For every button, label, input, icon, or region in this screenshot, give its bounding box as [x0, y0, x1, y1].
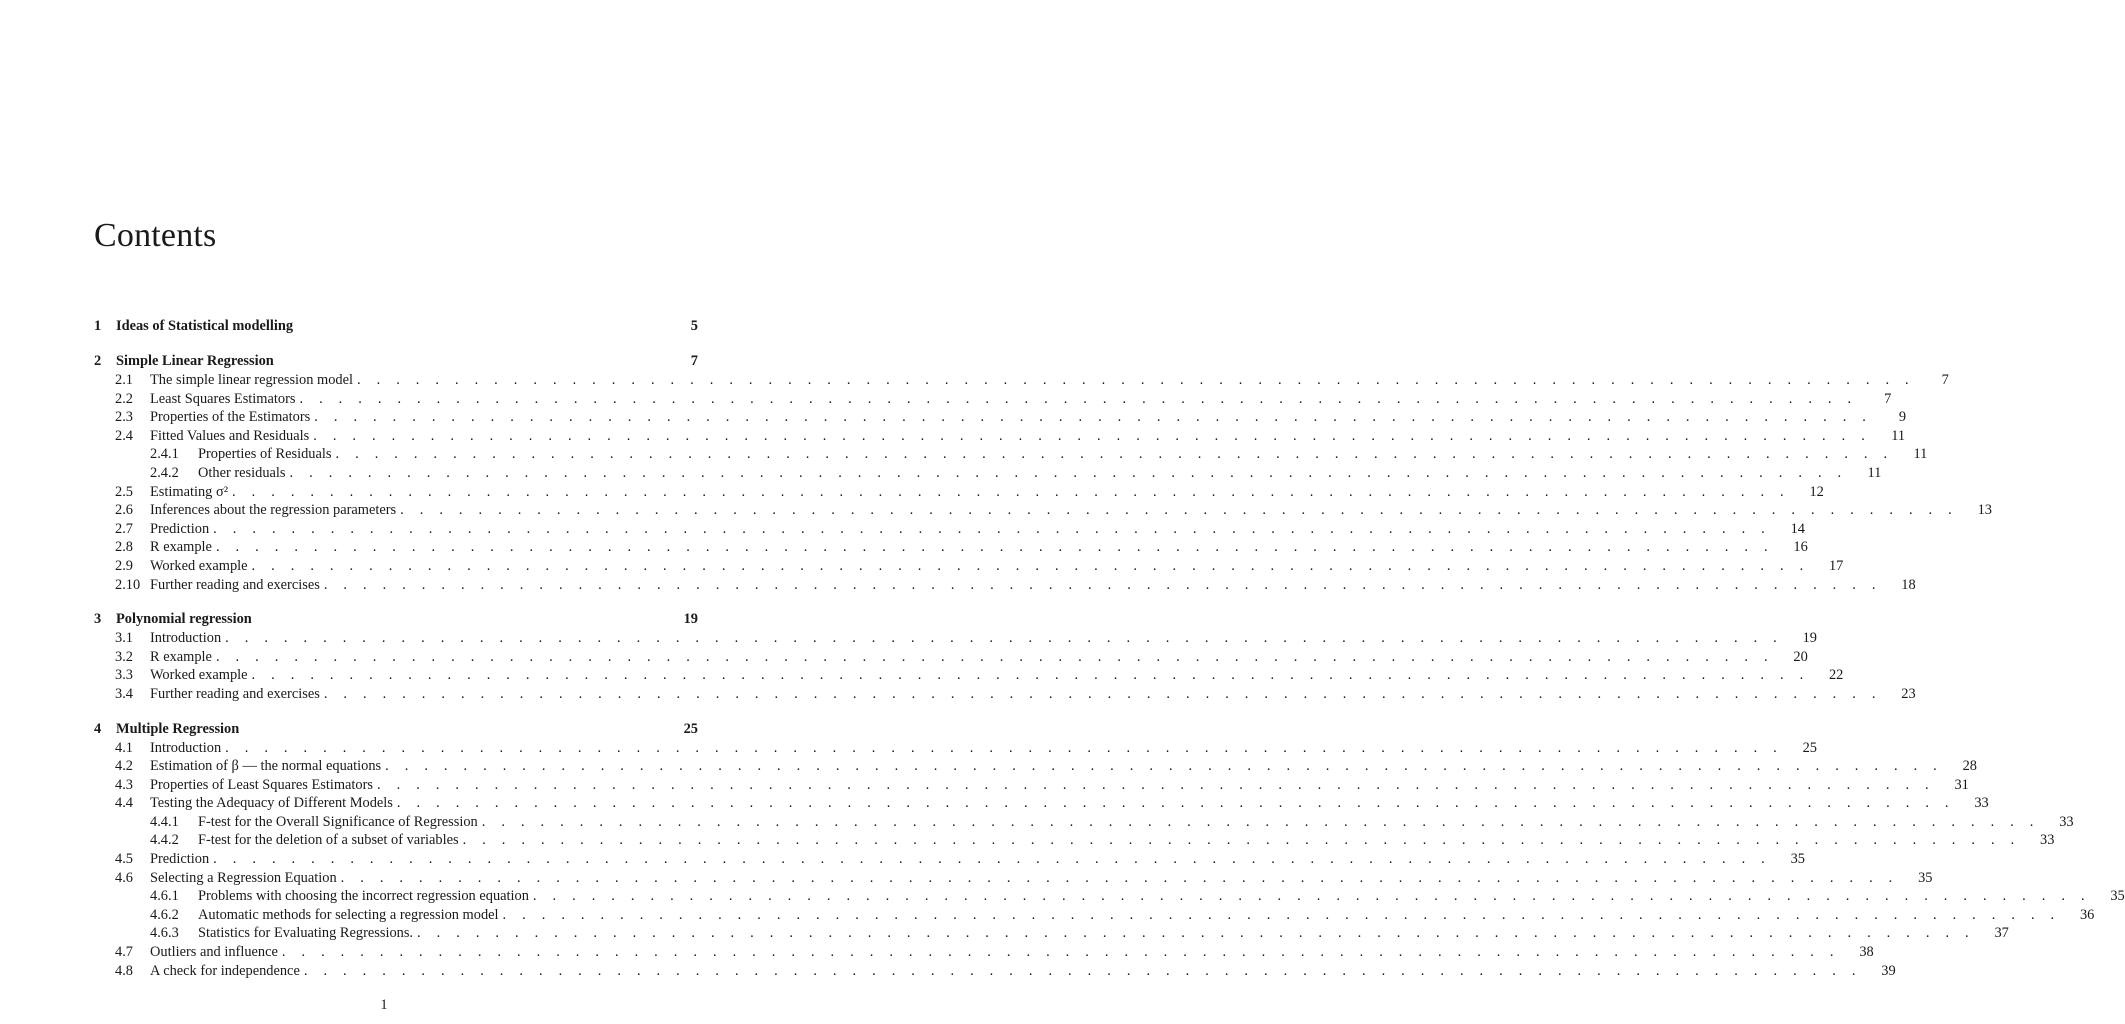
- toc-section-entry[interactable]: [94, 962, 1896, 981]
- section-number: 4.5: [115, 851, 133, 868]
- dot-leader: . . . . . . . . . . . . . . . . . . . . . . . . . . . . . . . . . . . . . . . . . . . . . . . . . . . . . . . . . . . . . . . . . . . . . . . . . . . . . . . .: [396, 795, 1955, 812]
- section-page-number: 13: [1977, 502, 1992, 519]
- section-number: 4.2: [115, 758, 133, 775]
- toc-chapter: [94, 316, 698, 336]
- section-number: 2.4.1: [150, 446, 179, 463]
- chapter-page-number: 25: [683, 720, 698, 737]
- section-page-number: 11: [1867, 464, 1882, 481]
- toc-section-entry[interactable]: [94, 520, 1805, 539]
- dot-leader: . . . . . . . . . . . . . . . . . . . . . . . . . . . . . . . . . . . . . . . . . . . . . . . . . . . . . . . . . . . . . . . . . . . . . . . . . . . . . . . .: [303, 962, 1862, 979]
- chapter-page-number: 5: [690, 318, 698, 334]
- table-of-contents: [94, 316, 2125, 980]
- section-title: Testing the Adequacy of Different Models: [150, 795, 393, 812]
- dot-leader: . . . . . . . . . . . . . . . . . . . . . . . . . . . . . . . . . . . . . . . . . . . . . . . . . . . . . . . . . . . . . . . . . . . . . . . . . . . . . . . .: [462, 832, 2021, 849]
- section-page-number: 14: [1790, 520, 1805, 537]
- toc-section-entry[interactable]: [94, 757, 1977, 776]
- section-title: R example: [150, 539, 212, 556]
- dot-leader: . . . . . . . . . . . . . . . . . . . . . . . . . . . . . . . . . . . . . . . . . . . . . . . . . . . . . . . . . . . . . . . . . . . . . . . . . . . . . . . .: [385, 758, 1943, 775]
- toc-section-entry[interactable]: [94, 371, 1949, 390]
- section-page-number: 33: [1974, 795, 1989, 812]
- section-page-number: 11: [1913, 446, 1928, 463]
- section-number: 4.4.1: [150, 813, 179, 830]
- section-page-number: 31: [1954, 776, 1969, 793]
- page-number: 1: [380, 997, 388, 1013]
- section-number: 2.6: [115, 502, 133, 519]
- section-number: 4.4: [115, 795, 133, 812]
- chapter-page-number: 19: [683, 611, 698, 628]
- section-number: 2.7: [115, 520, 133, 537]
- dot-leader: . . . . . . . . . . . . . . . . . . . . . . . . . . . . . . . . . . . . . . . . . . . . . . . . . . . . . . . . . . . . . . . . . . . . . . . . . . . . . . . .: [213, 520, 1771, 537]
- section-title: Least Squares Estimators: [150, 390, 296, 407]
- section-number: 2.4: [115, 427, 133, 444]
- section-number: 4.1: [115, 739, 133, 756]
- section-number: 3.3: [115, 667, 133, 684]
- section-page-number: 20: [1793, 648, 1808, 665]
- toc-chapter-entry[interactable]: [94, 719, 698, 739]
- toc-section-entry[interactable]: [94, 776, 1969, 795]
- section-page-number: 36: [2079, 906, 2095, 923]
- chapter-number: 2: [94, 353, 102, 369]
- page-title: Contents: [94, 217, 217, 254]
- dot-leader: . . . . . . . . . . . . . . . . . . . . . . . . . . . . . . . . . . . . . . . . . . . . . . . . . . . . . . . . . . . . . . . . . . . . . . . . . . . . . . . .: [232, 483, 1790, 500]
- toc-section-entry[interactable]: [94, 666, 1844, 685]
- section-number: 3.2: [115, 648, 133, 665]
- section-page-number: 28: [1962, 758, 1977, 775]
- section-title: Worked example: [150, 557, 248, 574]
- section-page-number: 23: [1901, 685, 1916, 702]
- dot-leader: . . . . . . . . . . . . . . . . . . . . . . . . . . . . . . . . . . . . . . . . . . . . . . . . . . . . . . . . . . . . . . . . . . . . . . . . . . . . . . . .: [289, 464, 1848, 481]
- dot-leader: . . . . . . . . . . . . . . . . . . . . . . . . . . . . . . . . . . . . . . . . . . . . . . . . . . . . . . . . . . . . . . . . . . . . . . . . . . . . . . . .: [532, 888, 2091, 905]
- dot-leader: . . . . . . . . . . . . . . . . . . . . . . . . . . . . . . . . . . . . . . . . . . . . . . . . . . . . . . . . . . . . . . . . . . . . . . . . . . . . . . . .: [251, 667, 1810, 684]
- section-page-number: 19: [1802, 630, 1817, 647]
- section-page-number: 33: [2059, 813, 2074, 830]
- section-page-number: 38: [1859, 944, 1874, 961]
- chapter-title: Multiple Regression: [116, 720, 240, 737]
- dot-leader: . . . . . . . . . . . . . . . . . . . . . . . . . . . . . . . . . . . . . . . . . . . . . . . . . . . . . . . . . . . . . . . . . . . . . . . . . . . . . . . .: [281, 944, 1840, 961]
- dot-leader: . . . . . . . . . . . . . . . . . . . . . . . . . . . . . . . . . . . . . . . . . . . . . . . . . . . . . . . . . . . . . . . . . . . . . . . . . . . . . . . .: [417, 925, 1975, 942]
- toc-section-entry[interactable]: [94, 685, 1916, 704]
- section-title: Fitted Values and Residuals: [150, 427, 310, 444]
- toc-section-entry[interactable]: [94, 943, 1874, 962]
- section-page-number: 16: [1793, 539, 1808, 556]
- section-number: 2.8: [115, 539, 133, 556]
- section-title: A check for independence: [150, 962, 300, 979]
- chapter-page-number: 7: [690, 353, 698, 369]
- dot-leader: . . . . . . . . . . . . . . . . . . . . . . . . . . . . . . . . . . . . . . . . . . . . . . . . . . . . . . . . . . . . . . . . . . . . . . . . . . . . . . . .: [323, 685, 1882, 702]
- dot-leader: . . . . . . . . . . . . . . . . . . . . . . . . . . . . . . . . . . . . . . . . . . . . . . . . . . . . . . . . . . . . . . . . . . . . . . . . . . . . . . . .: [313, 427, 1872, 444]
- chapter-number: 1: [94, 318, 102, 334]
- section-title: Other residuals: [198, 464, 286, 481]
- toc-section-entry[interactable]: [94, 869, 1933, 888]
- toc-chapter-entry[interactable]: [94, 609, 698, 629]
- toc-section-entry[interactable]: [94, 557, 1844, 576]
- section-number: 2.1: [115, 372, 133, 388]
- section-title: Worked example: [150, 667, 248, 684]
- toc-section-entry[interactable]: [94, 501, 1992, 520]
- toc-section-entry[interactable]: [94, 408, 1907, 427]
- dot-leader: . . . . . . . . . . . . . . . . . . . . . . . . . . . . . . . . . . . . . . . . . . . . . . . . . . . . . . . . . . . . . . . . . . . . . . . . . . . . . . . .: [502, 906, 2061, 923]
- dot-leader: . . . . . . . . . . . . . . . . . . . . . . . . . . . . . . . . . . . . . . . . . . . . . . . . . . . . . . . . . . . . . . . . . . . . . . . . . . . . . . . .: [323, 576, 1882, 593]
- section-title: R example: [150, 648, 212, 665]
- section-title: Prediction: [150, 851, 210, 868]
- section-number: 2.9: [115, 557, 133, 574]
- section-title: Inferences about the regression parameters: [150, 502, 397, 519]
- section-number: 2.2: [115, 390, 133, 407]
- section-number: 2.4.2: [150, 464, 179, 481]
- toc-subsection-entry[interactable]: [94, 887, 2125, 906]
- section-title: F-test for the Overall Significance of Regression: [198, 813, 478, 830]
- chapter-number: 3: [94, 611, 102, 628]
- toc-section-entry[interactable]: [94, 427, 1906, 446]
- dot-leader: . . . . . . . . . . . . . . . . . . . . . . . . . . . . . . . . . . . . . . . . . . . . . . . . . . . . . . . . . . . . . . . . . . . . . . . . . . . . . . . .: [215, 648, 1774, 665]
- section-number: 3.4: [115, 685, 133, 702]
- toc-subsection-entry[interactable]: [94, 445, 1928, 464]
- section-title: Properties of Residuals: [198, 446, 332, 463]
- section-number: 4.3: [115, 776, 133, 793]
- section-number: 4.6: [115, 869, 133, 886]
- section-title: Further reading and exercises: [150, 576, 320, 593]
- section-title: Properties of Least Squares Estimators: [150, 776, 374, 793]
- toc-section-entry[interactable]: [94, 629, 1817, 648]
- section-title: Introduction: [150, 739, 222, 756]
- section-title: Estimating σ²: [150, 483, 229, 500]
- dot-leader: . . . . . . . . . . . . . . . . . . . . . . . . . . . . . . . . . . . . . . . . . . . . . . . . . . . . . . . . . . . . . . . . . . . . . . . . . . . . . . . .: [215, 539, 1774, 556]
- section-number: 3.1: [115, 630, 133, 647]
- toc-section-entry[interactable]: [94, 538, 1808, 557]
- dot-leader: . . . . . . . . . . . . . . . . . . . . . . . . . . . . . . . . . . . . . . . . . . . . . . . . . . . . . . . . . . . . . . . . . . . . . . . . . . . . . . . .: [400, 502, 1958, 519]
- dot-leader: . . . . . . . . . . . . . . . . . . . . . . . . . . . . . . . . . . . . . . . . . . . . . . . . . . . . . . . . . . . . . . . . . . . . . . . . . . . . . . . .: [225, 630, 1783, 647]
- toc-section-entry[interactable]: [94, 648, 1808, 667]
- toc-subsection-entry[interactable]: [94, 924, 2009, 943]
- dot-leader: . . . . . . . . . . . . . . . . . . . . . . . . . . . . . . . . . . . . . . . . . . . . . . . . . . . . . . . . . . . . . . . . . . . . . . . . . . . . . . . .: [340, 869, 1899, 886]
- section-title: Problems with choosing the incorrect regression equation: [198, 888, 529, 905]
- section-page-number: 35: [2110, 888, 2125, 905]
- section-number: 4.6.1: [150, 888, 179, 905]
- section-page-number: 39: [1881, 962, 1896, 979]
- dot-leader: . . . . . . . . . . . . . . . . . . . . . . . . . . . . . . . . . . . . . . . . . . . . . . . . . . . . . . . . . . . . . . . . . . . . . . . . . . . . . . . .: [225, 739, 1783, 756]
- section-number: 4.8: [115, 962, 133, 979]
- section-page-number: 17: [1828, 557, 1844, 574]
- toc-subsection-entry[interactable]: [94, 464, 1882, 483]
- toc-chapter-entry[interactable]: [94, 351, 698, 371]
- chapter-title: Polynomial regression: [116, 611, 252, 628]
- section-number: 4.6.3: [150, 925, 179, 942]
- toc-section-entry[interactable]: [94, 483, 1824, 502]
- dot-leader: . . . . . . . . . . . . . . . . . . . . . . . . . . . . . . . . . . . . . . . . . . . . . . . . . . . . . . . . . . . . . . . . . . . . . . . . . . . . . . . .: [335, 446, 1894, 463]
- section-title: Introduction: [150, 630, 222, 647]
- dot-leader: . . . . . . . . . . . . . . . . . . . . . . . . . . . . . . . . . . . . . . . . . . . . . . . . . . . . . . . . . . . . . . . . . . . . . . . . . . . . . . . .: [299, 390, 1858, 407]
- section-page-number: 35: [1790, 851, 1805, 868]
- toc-section-entry[interactable]: [94, 850, 1805, 869]
- section-title: Statistics for Evaluating Regressions.: [198, 925, 414, 942]
- section-page-number: 18: [1901, 576, 1916, 593]
- section-title: Further reading and exercises: [150, 685, 320, 702]
- section-page-number: 7: [1941, 372, 1949, 388]
- section-number: 4.4.2: [150, 832, 179, 849]
- toc-chapter: [94, 719, 2125, 981]
- toc-subsection-entry[interactable]: [94, 906, 2095, 925]
- toc-section-entry[interactable]: [94, 576, 1916, 595]
- section-title: The simple linear regression model: [150, 372, 354, 388]
- section-title: Automatic methods for selecting a regression model: [198, 906, 499, 923]
- toc-section-entry[interactable]: [94, 739, 1817, 758]
- toc-section-entry[interactable]: [94, 390, 1892, 409]
- section-number: 2.3: [115, 409, 133, 426]
- section-number: 4.6.2: [150, 906, 179, 923]
- section-page-number: 37: [1994, 925, 2009, 942]
- section-page-number: 35: [1918, 869, 1933, 886]
- section-number: 2.5: [115, 483, 133, 500]
- dot-leader: . . . . . . . . . . . . . . . . . . . . . . . . . . . . . . . . . . . . . . . . . . . . . . . . . . . . . . . . . . . . . . . . . . . . . . . . . . . . . . . .: [377, 776, 1935, 793]
- chapter-title: Simple Linear Regression: [116, 353, 274, 369]
- dot-leader: . . . . . . . . . . . . . . . . . . . . . . . . . . . . . . . . . . . . . . . . . . . . . . . . . . . . . . . . . . . . . . . . . . . . . . . . . . . . . . . .: [314, 409, 1873, 426]
- section-page-number: 22: [1828, 667, 1844, 684]
- section-title: F-test for the deletion of a subset of variables: [198, 832, 459, 849]
- section-number: 2.10: [115, 576, 141, 593]
- section-page-number: 25: [1802, 739, 1817, 756]
- section-page-number: 11: [1891, 427, 1906, 444]
- section-page-number: 7: [1884, 390, 1892, 407]
- dot-leader: . . . . . . . . . . . . . . . . . . . . . . . . . . . . . . . . . . . . . . . . . . . . . . . . . . . . . . . . . . . . . . . . . . . . . . . . . . . . . . . .: [357, 372, 1915, 388]
- section-number: 4.7: [115, 944, 133, 961]
- chapter-title: Ideas of Statistical modelling: [116, 318, 294, 334]
- section-title: Outliers and influence: [150, 944, 278, 961]
- section-page-number: 33: [2040, 832, 2055, 849]
- dot-leader: . . . . . . . . . . . . . . . . . . . . . . . . . . . . . . . . . . . . . . . . . . . . . . . . . . . . . . . . . . . . . . . . . . . . . . . . . . . . . . . .: [481, 813, 2040, 830]
- section-page-number: 9: [1898, 409, 1907, 426]
- dot-leader: . . . . . . . . . . . . . . . . . . . . . . . . . . . . . . . . . . . . . . . . . . . . . . . . . . . . . . . . . . . . . . . . . . . . . . . . . . . . . . . .: [251, 557, 1810, 574]
- section-title: Prediction: [150, 520, 210, 537]
- toc-section-entry[interactable]: [94, 794, 1989, 813]
- toc-chapter-entry[interactable]: [94, 316, 698, 336]
- chapter-number: 4: [94, 720, 102, 737]
- dot-leader: . . . . . . . . . . . . . . . . . . . . . . . . . . . . . . . . . . . . . . . . . . . . . . . . . . . . . . . . . . . . . . . . . . . . . . . . . . . . . . . .: [213, 851, 1771, 868]
- section-page-number: 12: [1809, 483, 1824, 500]
- toc-subsection-entry[interactable]: [94, 831, 2055, 850]
- section-title: Selecting a Regression Equation: [150, 869, 337, 886]
- section-title: Estimation of β — the normal equations: [150, 758, 382, 775]
- toc-subsection-entry[interactable]: [94, 813, 2074, 832]
- section-title: Properties of the Estimators: [150, 409, 311, 426]
- toc-chapter: [94, 609, 1916, 703]
- toc-chapter: [94, 351, 1992, 594]
